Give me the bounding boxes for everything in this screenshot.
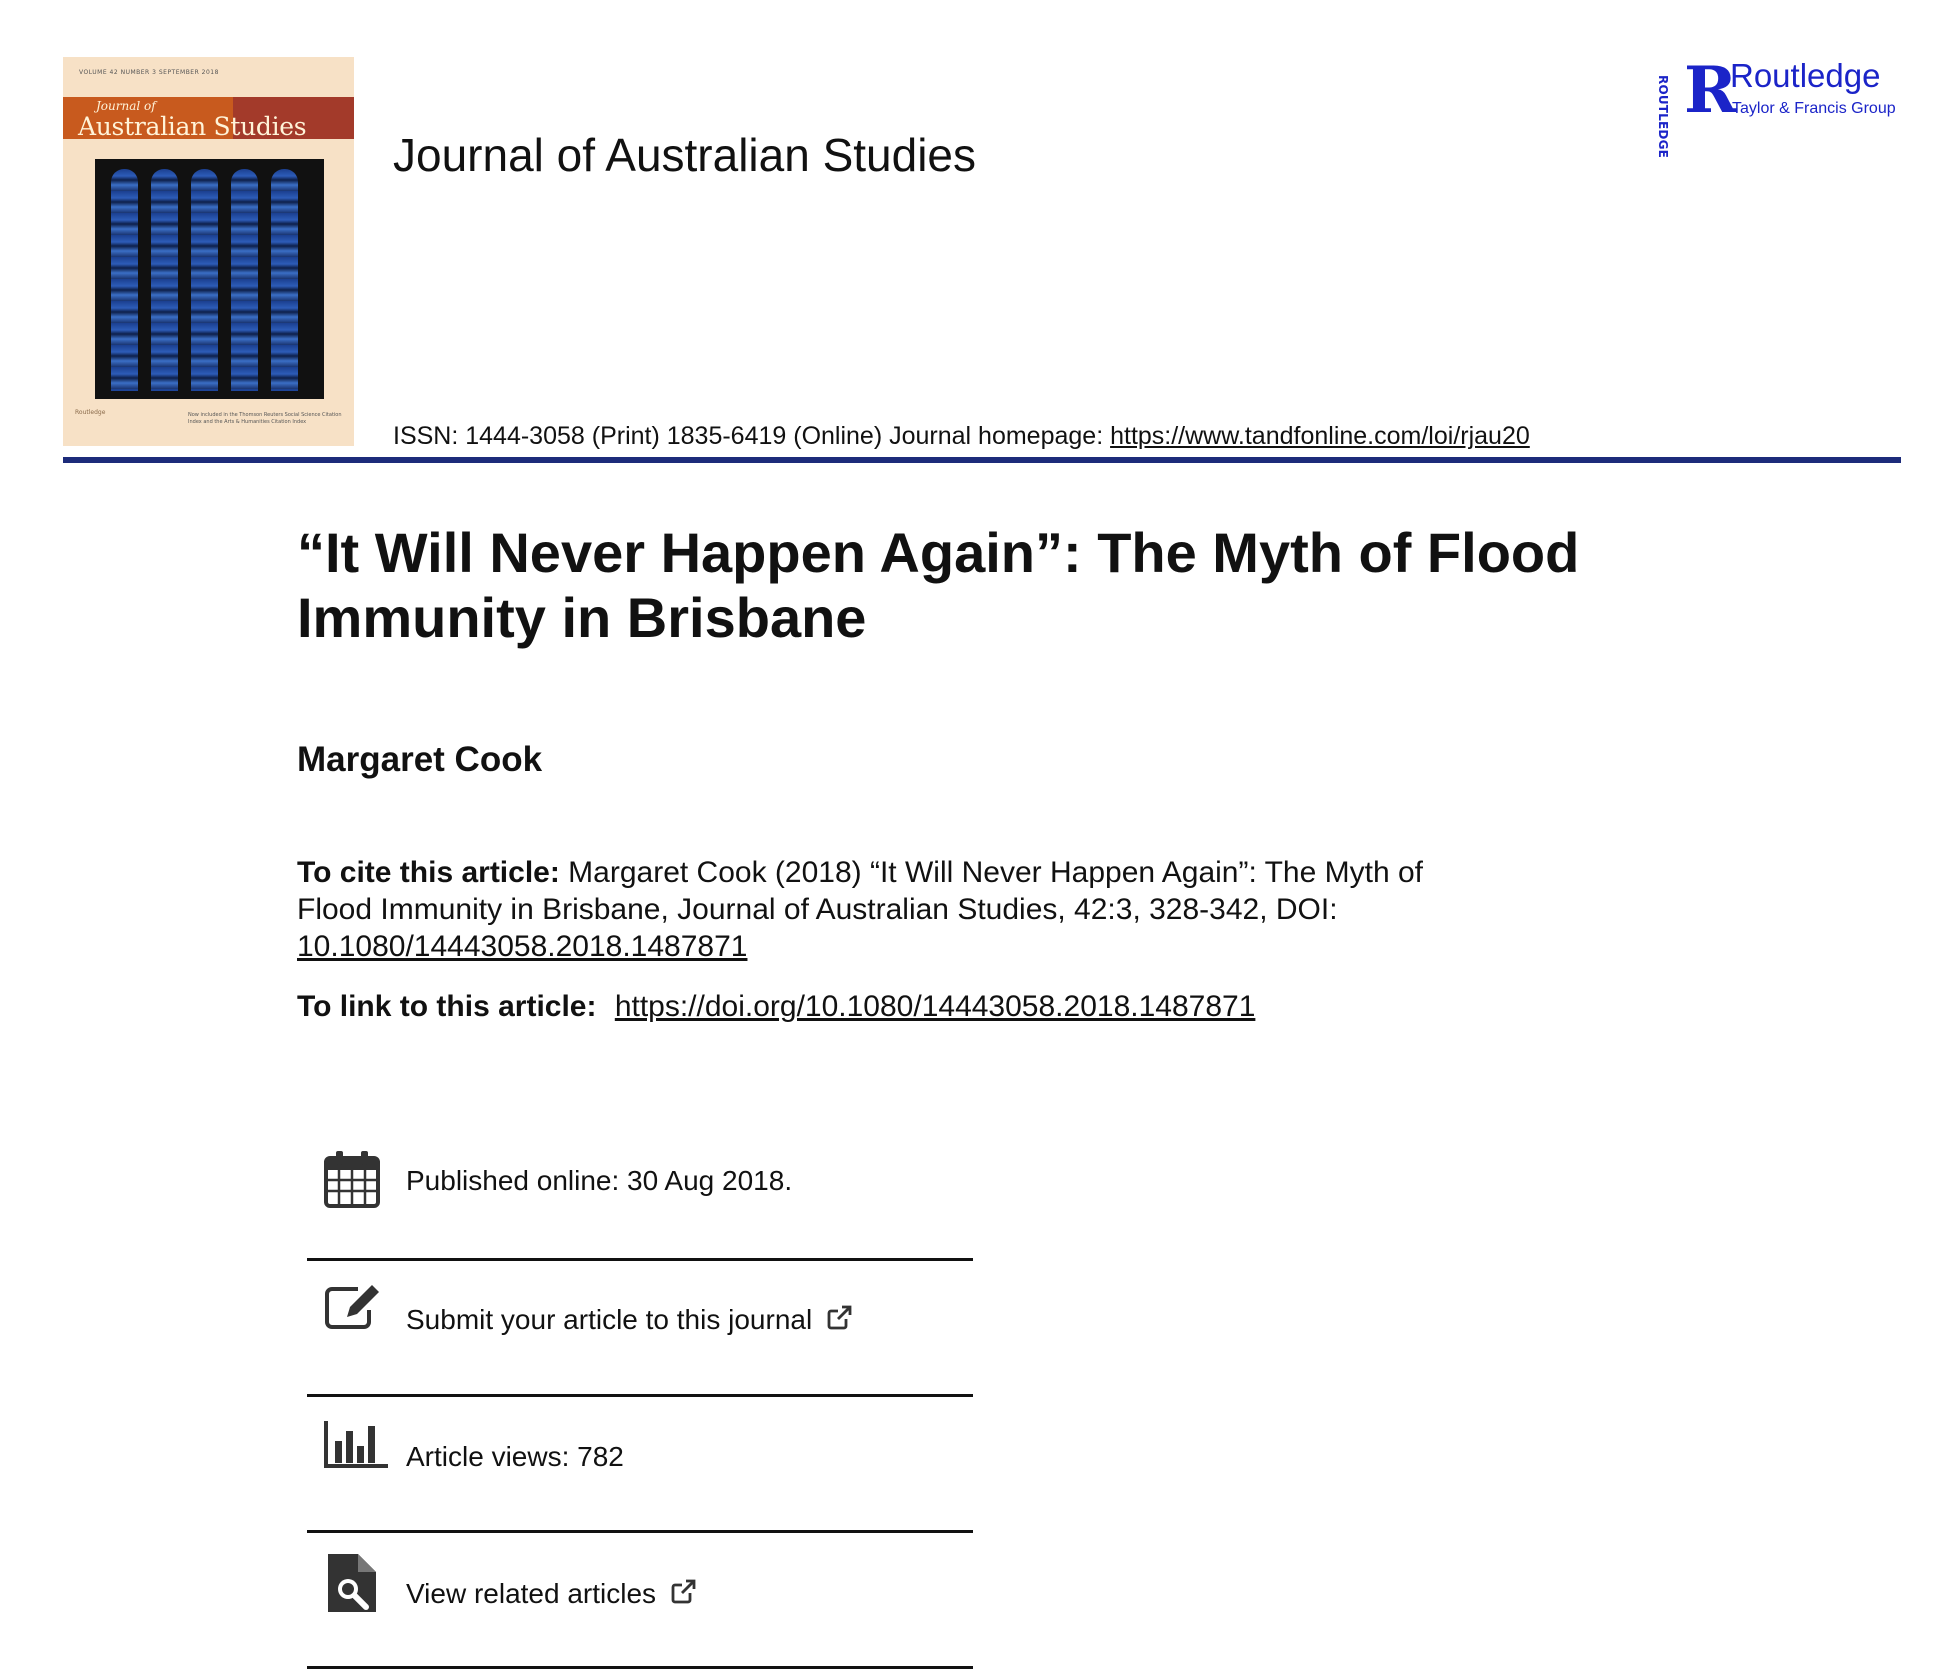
journal-homepage-link[interactable]: https://www.tandfonline.com/loi/rjau20 [1110,422,1530,450]
cover-journal-of: Journal of [96,99,156,113]
article-info-list [307,1125,973,1669]
submit-label: Submit your article to this journal [406,1304,813,1335]
cover-publisher-mark: Routledge [75,409,106,416]
issn-text: ISSN: 1444-3058 (Print) 1835-6419 (Online) Journal homepage: [393,422,1111,450]
submit-row[interactable] [307,1261,973,1397]
cover-title-band [63,97,354,139]
external-link-icon [826,1305,852,1331]
cite-text: Margaret Cook (2018) “It Will Never Happen Again”: The Myth of Flood Immunity in Brisbane, Journal of Australian Studies, 42:3, 328-342, DOI: [297,856,1423,926]
published-date: Published online: 30 Aug 2018. [406,1165,793,1196]
submit-article-link[interactable] [406,1304,852,1336]
article-title: “It Will Never Happen Again”: The Myth of Flood Immunity in Brisbane [297,521,1580,649]
routledge-logo [1656,53,1912,159]
related-row[interactable] [307,1533,973,1669]
routledge-r-icon: R [1684,53,1738,128]
cite-label: To cite this article: [297,856,560,889]
citation-block [297,854,1477,965]
document-search-icon [324,1554,378,1612]
related-articles-link[interactable] [406,1578,696,1610]
journal-title: Journal of Australian Studies [393,129,977,181]
issn-line [393,422,1530,451]
article-author: Margaret Cook [297,740,543,779]
logo-subtitle: Taylor & Francis Group [1732,100,1896,117]
logo-vertical-text: ROUTLEDGE [1656,75,1670,159]
stained-glass-window [95,159,324,399]
article-views: Article views: 782 [406,1441,624,1472]
external-link-icon [670,1579,696,1605]
article-link-block [297,990,1255,1024]
edit-icon [324,1283,382,1331]
journal-cover [63,57,354,446]
article-doi-link[interactable]: https://doi.org/10.1080/14443058.2018.1487871 [614,990,1256,1023]
views-row [307,1397,973,1533]
link-label: To link to this article: [297,990,605,1023]
header-divider [63,457,1901,463]
cite-doi-link[interactable]: 10.1080/14443058.2018.1487871 [297,930,748,963]
logo-name: Routledge [1730,57,1881,94]
calendar-icon [324,1150,380,1208]
cover-journal-name: Australian Studies [78,112,307,141]
cover-note: Now included in the Thomson Reuters Social Science Citation Index and the Arts & Humanities Citation Index [188,412,342,425]
published-row [307,1125,973,1261]
cover-meta: VOLUME 42 NUMBER 3 SEPTEMBER 2018 [79,69,219,76]
bar-chart-icon [324,1419,390,1469]
related-label: View related articles [406,1578,657,1609]
